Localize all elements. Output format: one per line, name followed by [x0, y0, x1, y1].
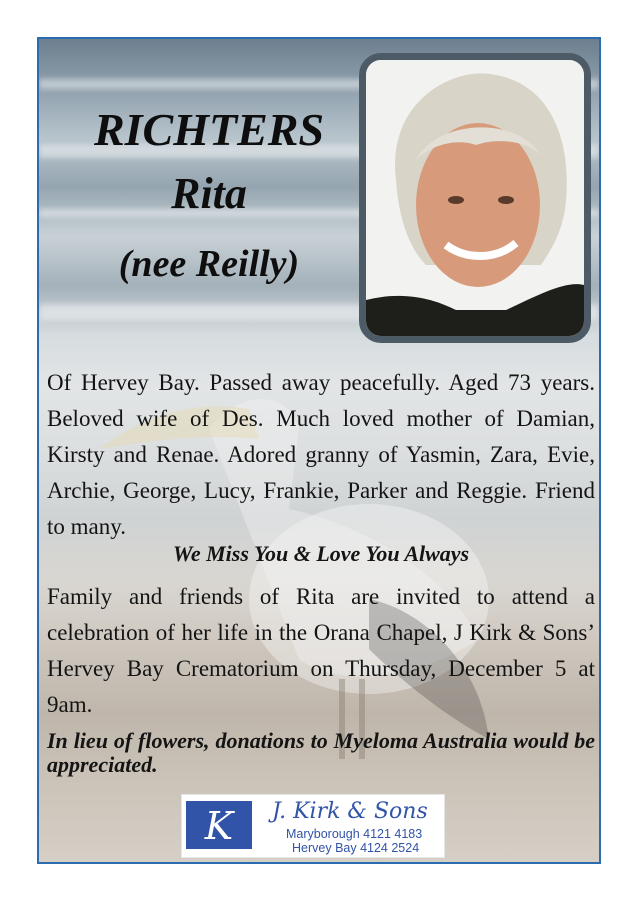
notice-tagline: We Miss You & Love You Always — [172, 541, 470, 566]
k-monogram-icon — [186, 801, 252, 849]
funeral-director-logo — [181, 794, 445, 858]
notice-flowers-note: In lieu of flowers, donations to Myeloma Australia would be appreciated. — [47, 728, 595, 777]
first-name: Rita — [171, 169, 247, 218]
notice-frame — [37, 37, 601, 864]
deceased-name-block — [49, 99, 369, 301]
kirk-logo-mark — [186, 801, 252, 849]
logo-letter: K — [204, 804, 234, 848]
notice-paragraph-service: Family and friends of Rita are invited to attend a celebration of her life in the Orana Chapel, J Kirk & Sons’ Hervey Bay Crematorium on Thursday, December 5 at 9am. — [47, 584, 595, 717]
notice-paragraph-details: Of Hervey Bay. Passed away peacefully. Aged 73 years. Beloved wife of Des. Much loved mother of Damian, Kirsty and Renae. Adored granny of Yasmin, Zara, Evie, Archie, George, Lucy, Frankie, Parker and Reggie. Friend to many. — [47, 370, 595, 539]
portrait-photo — [359, 53, 591, 343]
portrait-image — [366, 60, 584, 336]
phone-hervey-bay: Hervey Bay 4124 2524 — [292, 841, 420, 855]
surname: RICHTERS — [93, 104, 325, 155]
maiden-name: (nee Reilly) — [118, 243, 300, 285]
funeral-director-name: J. Kirk & Sons — [272, 799, 428, 824]
phone-maryborough: Maryborough 4121 4183 — [286, 827, 423, 841]
